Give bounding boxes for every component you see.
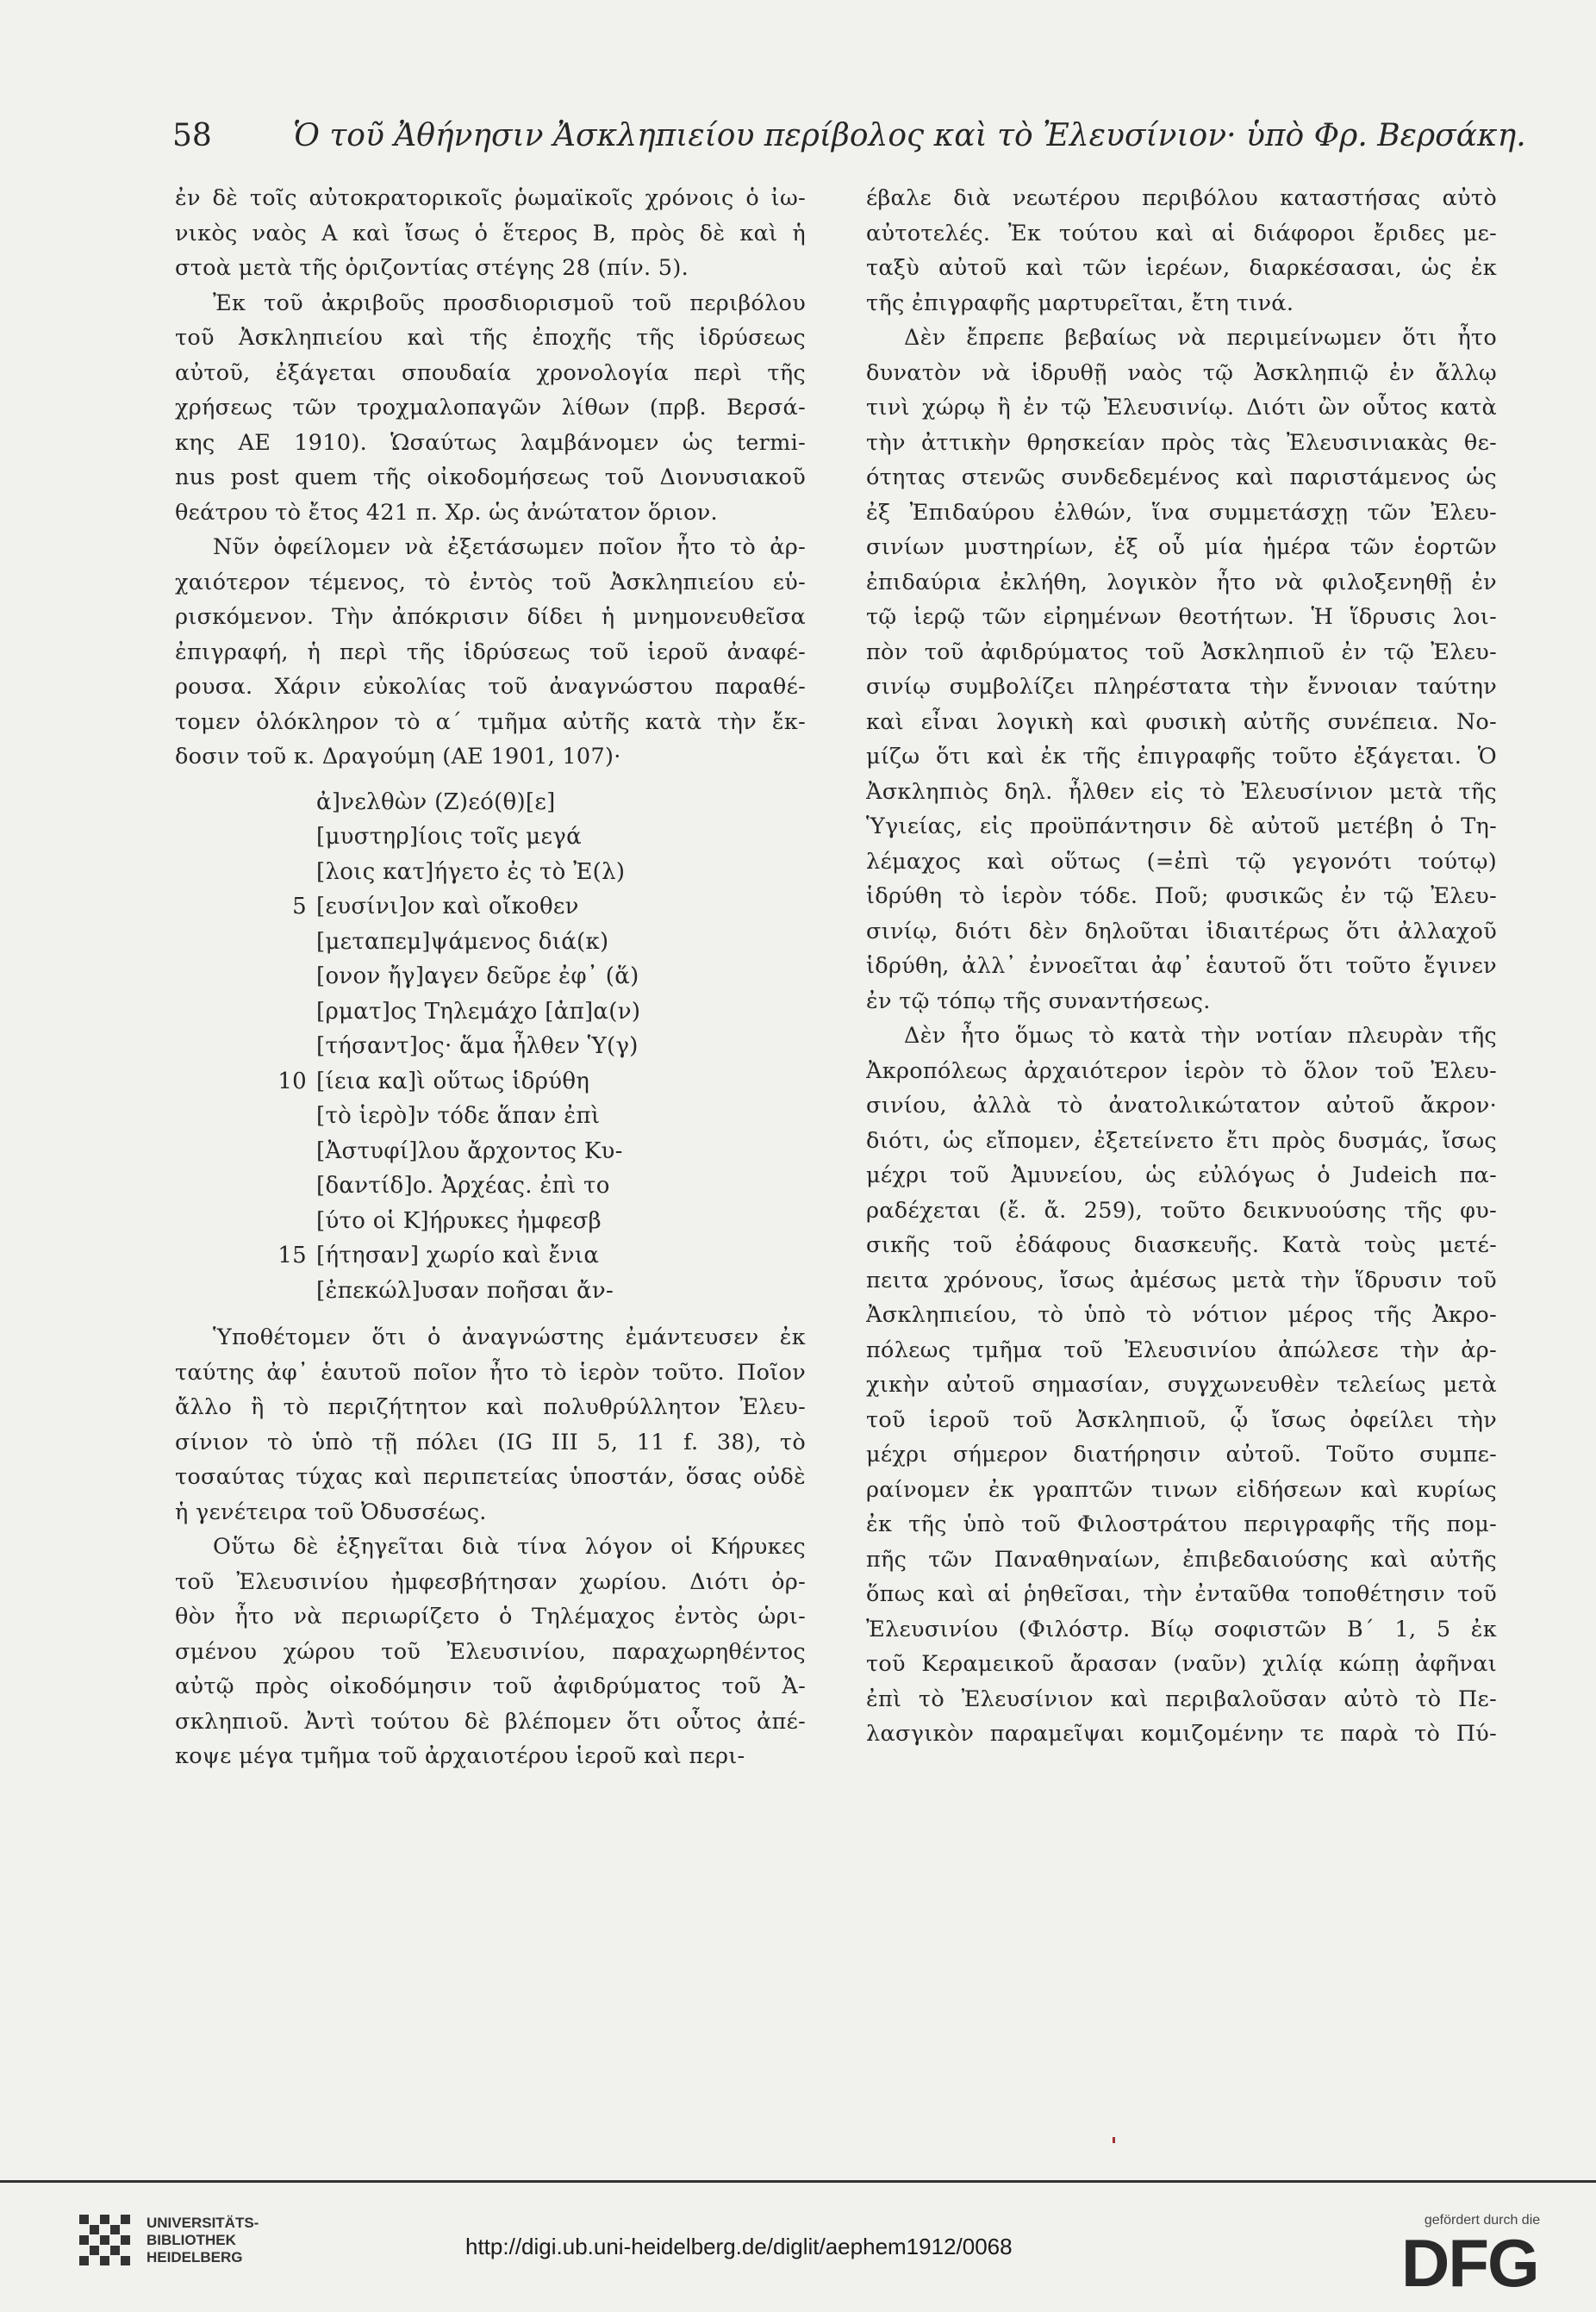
text-line: Ὑγιείας, εἰς προϋπάντησιν δὲ αὐτοῦ μετέβη ὁ Τη- — [866, 813, 1497, 839]
text-line: αὐτοτελές. Ἐκ τούτου καὶ αἱ διάφοροι ἔριδες με- — [866, 220, 1497, 246]
text-line: κης ΑΕ 1910). Ὡσαύτως λαμβάνομεν ὡς termi- — [175, 429, 806, 456]
inscription-text: ἀ]νελθὼν (Ζ)εό(θ)[ε] — [316, 788, 556, 815]
permalink-url[interactable]: http://digi.ub.uni-heidelberg.de/diglit/aephem1912/0068 — [465, 2234, 1013, 2259]
text-line: τῷ ἱερῷ τῶν εἰρημένων θεοτήτων. Ἡ ἵδρυσις λοι- — [866, 604, 1497, 630]
text-line: καὶ εἶναι λογικὴ καὶ φυσικὴ αὐτῆς συνέπεια. Νο- — [866, 708, 1497, 735]
inscription-line — [175, 994, 806, 1030]
running-title: Ὁ τοῦ Ἀθήνησιν Ἀσκληπιείου περίβολος καὶ τὸ Ἐλευσίνιον· ὑπὸ Φρ. Βερσάκη. — [293, 118, 1526, 153]
text-line: ταύτης ἀφ᾽ ἑαυτοῦ ποῖον ἦτο τὸ ἱερὸν τοῦτο. Ποῖον — [175, 1359, 806, 1386]
inscription-text: [Ἀστυφί]λου ἄρχοντος Κυ- — [316, 1137, 623, 1164]
left-paragraphs-bottom — [175, 1320, 806, 1774]
inscription — [175, 785, 806, 1309]
inscription-line — [175, 925, 806, 960]
inscription-line — [175, 819, 806, 855]
text-line: αὐτοῦ, ἐξάγεται σπουδαία χρονολογία περὶ τῆς — [175, 359, 806, 386]
text-line: Ἐκ τοῦ ἀκριβοῦς προσδιορισμοῦ τοῦ περιβόλου — [213, 290, 806, 316]
footer-rule — [0, 2180, 1596, 2183]
text-line: ἡ γενέτειρα τοῦ Ὀδυσσέως. — [175, 1499, 487, 1525]
text-line: δοσιν τοῦ κ. Δραγούμη (ΑΕ 1901, 107)· — [175, 744, 621, 770]
right-column — [866, 181, 1497, 1752]
text-line: θὸν ἦτο νὰ περιωρίζετο ὁ Τηλέμαχος ἐντὸς ὡρι- — [175, 1604, 806, 1630]
inscription-text: [τὸ ἱερὸ]ν τόδε ἅπαν ἐπὶ — [316, 1103, 601, 1129]
inscription-line — [175, 959, 806, 994]
text-line: τοῦ ἱεροῦ τοῦ Ἀσκληπιοῦ, ᾧ ἴσως ὀφείλει τὴν — [866, 1406, 1497, 1433]
text-line: μέχρι τοῦ Ἀμυνείου, ὡς εὐλόγως ὁ Judeich πα- — [866, 1162, 1497, 1188]
line-number: 10 — [277, 1068, 307, 1094]
text-line: ραίνομεν ἐκ γραπτῶν τινων εἰδήσεων καὶ κυρίως — [866, 1476, 1497, 1503]
inscription-text: [τήσαντ]ος· ἅμα ἦλθεν Ὑ(γ) — [316, 1033, 639, 1059]
text-line: ραδέχεται (ἔ. ἄ. 259), τοῦτο δεικνυούσης τῆς φυ- — [866, 1197, 1497, 1224]
text-line: σκληπιοῦ. Ἀντὶ τούτου δὲ βλέπομεν ὅτι οὗτος ἀπέ- — [175, 1708, 806, 1735]
text-line: ότητας στενῶς συνδεδεμένος καὶ παριστάμενος ὡς — [866, 464, 1497, 490]
text-line: τοῦ Ἐλευσινίου ἠμφεσβήτησαν χωρίου. Διότι ὀρ- — [175, 1568, 806, 1595]
library-grid-icon — [79, 2215, 131, 2266]
text-line: ἱδρύθη, ἀλλ᾽ ἐννοεῖται ἀφ᾽ ἑαυτοῦ ὅτι τοῦτο ἔγινεν — [866, 953, 1497, 979]
text-line: πὸν τοῦ ἀφιδρύματος τοῦ Ἀσκληπιοῦ ἐν τῷ Ἐλευ- — [866, 639, 1497, 665]
inscription-line — [175, 1099, 806, 1134]
text-line: nus post quem τῆς οἰκοδομήσεως τοῦ Διονυσιακοῦ — [175, 464, 806, 490]
inscription-line — [175, 855, 806, 890]
text-line: ἄλλο ἢ τὸ περιζήτητον καὶ πολυθρύλλητον Ἐλευ- — [175, 1394, 806, 1420]
ink-mark — [1113, 2137, 1115, 2143]
inscription-line — [175, 1238, 806, 1274]
text-line: Ἀκροπόλεως ἀρχαιότερον ἱερὸν τὸ ὅλον τοῦ Ἐλευ- — [866, 1057, 1497, 1084]
text-line: πειτα χρόνους, ἴσως ἀμέσως μετὰ τὴν ἵδρυσιν τοῦ — [866, 1267, 1497, 1293]
inscription-text: [μεταπεμ]ψάμενος διά(κ) — [316, 928, 609, 955]
text-line: λασγικὸν παραμεῖψαι κομιζομένην τε παρὰ τὸ Πύ- — [866, 1721, 1497, 1747]
inscription-line — [175, 1168, 806, 1204]
inscription-text: [ήτησαν] χωρίο καὶ ἔνια — [316, 1243, 600, 1268]
inscription-line — [175, 785, 806, 820]
inscription-text: [ἐπεκώλ]υσαν ποῆσαι ἄν- — [316, 1277, 614, 1304]
text-line: διότι, ὡς εἴπομεν, ἐξετείνετο ἔτι πρὸς δυσμάς, ἴσως — [866, 1127, 1497, 1154]
text-line: Ὑποθέτομεν ὅτι ὁ ἀναγνώστης ἐμάντευσεν ἐκ — [213, 1324, 806, 1350]
line-number: 5 — [292, 894, 307, 919]
inscription-text: [ονον ἤγ]αγεν δεῦρε ἐφ᾽ (ἅ) — [316, 963, 639, 989]
text-line: ἐπὶ τὸ Ἐλευσίνιον καὶ περιβαλοῦσαν αὐτὸ τὸ Πε- — [866, 1686, 1497, 1712]
text-line: σινίων μυστηρίων, ἐξ οὗ μία ἡμέρα τῶν ἑορτῶν — [866, 534, 1497, 560]
left-column — [175, 181, 806, 1774]
text-line: τοῦ Ἀσκληπιείου καὶ τῆς ἐποχῆς τῆς ἱδρύσεως — [175, 325, 806, 351]
text-line: τοῦ Κεραμεικοῦ ἄρασαν (ναῦν) χιλίᾳ κώπῃ ἀφῆναι — [866, 1651, 1497, 1677]
text-line: ἱδρύθη τὸ ἱερὸν τόδε. Ποῦ; φυσικῶς ἐν τῷ Ἐλευ- — [866, 883, 1497, 909]
inscription-line — [175, 1064, 806, 1100]
text-line: μέχρι σήμερον διατήρησιν αὐτοῦ. Τοῦτο συμπε- — [866, 1442, 1497, 1468]
text-line: χρήσεως τῶν τροχμαλοπαγῶν λίθων (πρβ. Βερσά- — [175, 395, 806, 421]
inscription-line — [175, 1134, 806, 1169]
text-line: κοψε μέγα τμῆμα τοῦ ἀρχαιοτέρου ἱεροῦ καὶ περι- — [175, 1743, 745, 1769]
line-number: 15 — [277, 1243, 307, 1268]
inscription-text: [ευσίνι]ον καὶ οἴκοθεν — [316, 894, 579, 919]
text-line: τοσαύτας τύχας καὶ περιπετείας ὑποστάν, ὅσας οὐδὲ — [175, 1464, 806, 1490]
page-number: 58 — [172, 118, 212, 153]
text-line: ταξὺ αὐτοῦ καὶ τῶν ἱερέων, διαρκέσασαι, ὡς ἐκ — [866, 255, 1497, 281]
text-line: τομεν ὁλόκληρον τὸ α΄ τμῆμα αὐτῆς κατὰ τὴν ἔκ- — [175, 708, 806, 735]
text-line: δυνατὸν νὰ ἱδρυθῇ ναὸς τῷ Ἀσκληπιῷ ἐν ἄλλῳ — [866, 359, 1497, 386]
text-line: ἐπιγραφή, ἡ περὶ τῆς ἱδρύσεως τοῦ ἱεροῦ ἀναφέ- — [175, 639, 806, 665]
text-line: λέμαχος καὶ οὕτως (=ἐπὶ τῷ γεγονότι τούτῳ) — [866, 848, 1497, 875]
inscription-text: [δαντίδ]ο. Ἀρχέας. ἐπὶ το — [316, 1173, 610, 1199]
text-line: Ἀσκληπιὸς δηλ. ἦλθεν εἰς τὸ Ἐλευσίνιον μετὰ τῆς — [866, 778, 1497, 805]
text-line: έβαλε διὰ νεωτέρου περιβόλου καταστήσας αὐτὸ — [866, 185, 1497, 211]
funding-caption: gefördert durch die — [1424, 2213, 1541, 2228]
text-line: ὅπως καὶ αἱ ῥηθεῖσαι, τὴν ἐνταῦθα τοποθέτησιν τοῦ — [866, 1581, 1497, 1607]
text-line: σικῆς τοῦ ἐδάφους διασκευῆς. Κατὰ τοὺς μετέ- — [866, 1232, 1497, 1258]
library-name: UNIVERSITÄTS-BIBLIOTHEK HEIDELBERG — [147, 2215, 259, 2265]
right-paragraphs — [866, 181, 1497, 1752]
text-line: Νῦν ὀφείλομεν νὰ ἐξετάσωμεν ποῖον ἦτο τὸ ἀρ- — [213, 534, 806, 560]
text-line: ἐν δὲ τοῖς αὐτοκρατορικοῖς ῥωμαϊκοῖς χρόνοις ὁ ἰω- — [175, 185, 806, 211]
text-line: σινίου, ἀλλὰ τὸ ἀνατολικώτατον αὐτοῦ ἄκρον· — [866, 1093, 1497, 1119]
text-line: Δὲν ἦτο ὅμως τὸ κατὰ τὴν νοτίαν πλευρὰν τῆς — [904, 1023, 1497, 1049]
footer — [0, 2180, 1596, 2312]
text-line: σίνιον τὸ ὑπὸ τῇ πόλει (IG III 5, 11 f. 38), τὸ — [175, 1429, 806, 1455]
inscription-line — [175, 1274, 806, 1309]
text-line: Δὲν ἔπρεπε βεβαίως νὰ περιμείνωμεν ὅτι ἦτο — [904, 325, 1497, 351]
text-line: ἐπιδαύρια ἐκλήθη, λογικὸν ἦτο νὰ φιλοξενηθῇ ἐν — [866, 569, 1497, 595]
text-line: στοὰ μετὰ τῆς ὁριζοντίας στέγης 28 (πίν. 5). — [175, 255, 689, 281]
text-line: τὴν ἀττικὴν θρησκείαν πρὸς τὰς Ἐλευσινιακὰς θε- — [866, 429, 1497, 456]
dfg-logo: DFG — [1401, 2225, 1538, 2301]
text-line: αὐτῷ πρὸς οἰκοδόμησιν τοῦ ἀφιδρύματος τοῦ Ἀ- — [175, 1673, 806, 1699]
text-line: τινὶ χώρῳ ἢ ἐν τῷ Ἐλευσινίῳ. Διότι ὢν οὗτος κατὰ — [866, 395, 1497, 421]
text-line: χαιότερον τέμενος, τὸ ἐντὸς τοῦ Ἀσκληπιείου εὑ- — [175, 569, 806, 595]
text-line: ρισκόμενον. Τὴν ἀπόκρισιν δίδει ἡ μνημονευθεῖσα — [175, 604, 806, 630]
inscription-line — [175, 1029, 806, 1064]
text-line: ρουσα. Χάριν εὐκολίας τοῦ ἀναγνώστου παραθέ- — [175, 674, 806, 700]
text-line: μίζω ὅτι καὶ ἐκ τῆς ἐπιγραφῆς τοῦτο ἐξάγεται. Ὁ — [866, 744, 1497, 770]
text-line: ἐν τῷ τόπῳ τῆς συναντήσεως. — [866, 988, 1211, 1014]
text-line: θεάτρου τὸ ἔτος 421 π. Χρ. ὡς ἀνώτατον ὅριον. — [175, 499, 718, 526]
inscription-text: [ίεια κα]ὶ οὕτως ἱδρύθη — [316, 1068, 590, 1094]
text-line: νικὸς ναὸς Α καὶ ἴσως ὁ ἕτερος Β, πρὸς δὲ καὶ ἡ — [175, 220, 806, 246]
text-line: Οὕτω δὲ ἐξηγεῖται διὰ τίνα λόγον οἱ Κήρυκες — [213, 1534, 806, 1560]
inscription-text: [λοις κατ]ήγετο ἐς τὸ Ἐ(λ) — [316, 858, 626, 885]
text-line: σινίῳ, διότι δὲν δηλοῦται ἰδιαιτέρως ὅτι ἀλλαχοῦ — [866, 918, 1497, 944]
inscription-line — [175, 1204, 806, 1239]
inscription-text: [μυστηρ]ίοις τοῖς μεγά — [316, 824, 582, 850]
text-line: ἐξ Ἐπιδαύρου ἐλθών, ἵνα συμμετάσχῃ τῶν Ἐλευ- — [866, 499, 1497, 526]
inscription-text: [ρματ]ος Τηλεμάχο [ἀπ]α(ν) — [316, 998, 641, 1025]
text-line: τῆς ἐπιγραφῆς μαρτυρεῖται, ἔτη τινά. — [866, 290, 1294, 316]
text-line: πόλεως τμῆμα τοῦ Ἐλευσινίου ἀπώλεσε τὴν ἀρ- — [866, 1337, 1497, 1363]
text-line: χικὴν αὐτοῦ σημασίαν, συγχωνευθὲν τελείως μετὰ — [866, 1372, 1497, 1398]
left-paragraphs-top — [175, 181, 806, 775]
inscription-line — [175, 889, 806, 925]
page-header — [172, 112, 1526, 160]
text-line: Ἐλευσινίου (Φιλόστρ. Βίῳ σοφιστῶν Β΄ 1, 5 ἐκ — [866, 1616, 1497, 1642]
text-line: σινίῳ συμβολίζει πληρέστατα τὴν ἔννοιαν ταύτην — [866, 674, 1497, 700]
text-line: πῆς τῶν Παναθηναίων, ἐπιβεδαιούσης καὶ αὐτῆς — [866, 1546, 1497, 1573]
inscription-text: [ύτο οἱ Κ]ήρυκες ἠμφεσβ — [316, 1207, 602, 1234]
text-line: Ἀσκληπιείου, τὸ ὑπὸ τὸ νότιον μέρος τῆς Ἀκρο- — [866, 1302, 1497, 1328]
text-line: ἐκ τῆς ὑπὸ τοῦ Φιλοστράτου περιγραφῆς τῆς πομ- — [866, 1511, 1497, 1537]
text-line: σμένου χώρου τοῦ Ἐλευσινίου, παραχωρηθέντος — [175, 1638, 806, 1665]
